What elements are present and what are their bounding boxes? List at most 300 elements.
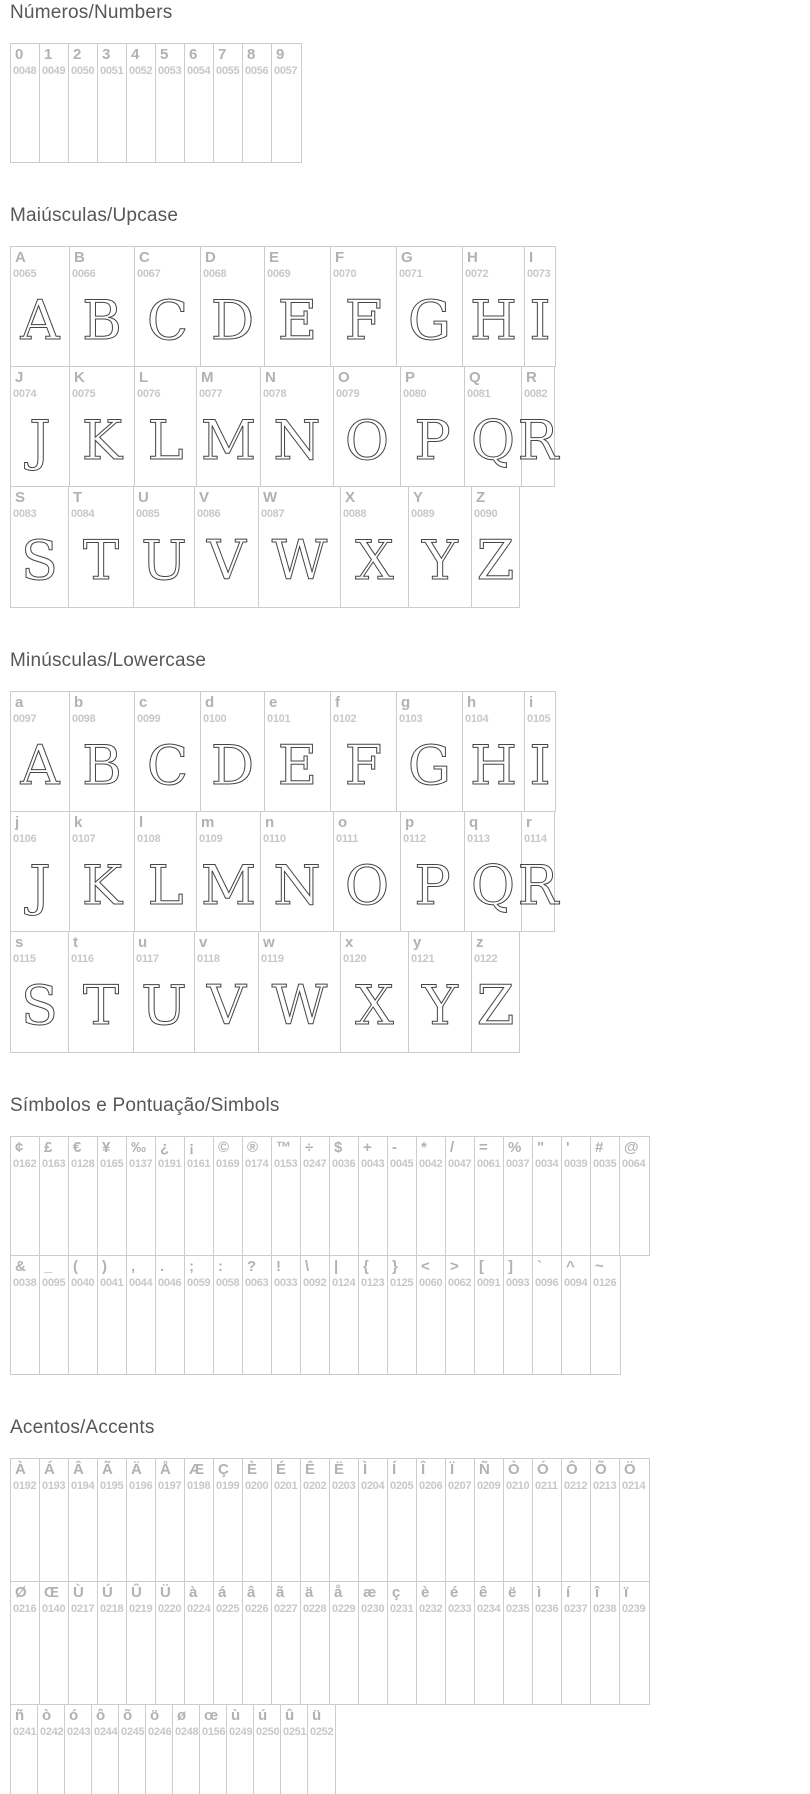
char-cell — [446, 1582, 475, 1704]
char-code: 0097 — [13, 713, 37, 725]
char-code: 0075 — [72, 388, 96, 400]
char-label: ™ — [276, 1139, 291, 1156]
char-label: k — [74, 814, 83, 831]
char-label: ç — [392, 1584, 401, 1601]
char-code: 0035 — [593, 1158, 617, 1170]
char-label: Ä — [131, 1461, 142, 1478]
char-code: 0199 — [216, 1480, 240, 1492]
char-code: 0067 — [137, 268, 161, 280]
char-code: 0070 — [333, 268, 357, 280]
char-code: 0079 — [336, 388, 360, 400]
char-code: 0122 — [474, 953, 498, 965]
char-cell — [135, 367, 197, 486]
section-title-symbols: Símbolos e Pontuação/Simbols — [10, 1095, 280, 1116]
char-label: < — [421, 1258, 430, 1275]
char-code: 0107 — [72, 833, 96, 845]
char-code: 0245 — [121, 1726, 145, 1738]
char-label: * — [421, 1139, 427, 1156]
char-cell — [214, 1459, 243, 1581]
char-cell — [98, 1256, 127, 1374]
char-code: 0037 — [506, 1158, 530, 1170]
char-cell — [334, 812, 401, 931]
char-cell — [591, 1582, 620, 1704]
char-label: | — [334, 1258, 339, 1275]
char-label: ø — [177, 1707, 187, 1724]
char-cell — [259, 487, 341, 607]
char-cell — [243, 1256, 272, 1374]
char-label: Ü — [160, 1584, 171, 1601]
char-cell — [11, 1705, 38, 1794]
char-cell — [38, 1705, 65, 1794]
char-code: 0053 — [158, 65, 182, 77]
char-code: 0119 — [261, 953, 284, 965]
char-label: F — [335, 249, 345, 266]
char-cell — [330, 1137, 359, 1255]
char-row — [10, 1704, 336, 1794]
char-cell — [620, 1459, 649, 1581]
char-label: © — [218, 1139, 230, 1156]
char-label: & — [15, 1258, 26, 1275]
decorative-glyph: X — [355, 529, 394, 592]
char-code: 0112 — [403, 833, 426, 845]
decorative-glyph: E — [277, 734, 318, 797]
char-cell — [475, 1459, 504, 1581]
char-cell — [261, 367, 334, 486]
char-cell — [200, 1705, 227, 1794]
char-label: y — [413, 934, 422, 951]
char-cell — [301, 1137, 330, 1255]
char-code: 0249 — [229, 1726, 253, 1738]
char-cell — [417, 1256, 446, 1374]
char-code: 0195 — [100, 1480, 124, 1492]
char-label: æ — [363, 1584, 377, 1601]
char-cell — [301, 1256, 330, 1374]
char-label: Æ — [189, 1461, 204, 1478]
char-code: 0206 — [419, 1480, 443, 1492]
char-cell — [195, 487, 259, 607]
char-cell — [533, 1582, 562, 1704]
char-cell — [11, 1256, 40, 1374]
char-label: Ù — [73, 1584, 84, 1601]
char-label: > — [450, 1258, 459, 1275]
char-cell — [397, 247, 463, 366]
char-label: ( — [73, 1258, 78, 1275]
char-cell — [135, 247, 201, 366]
char-cell — [201, 247, 265, 366]
char-cell — [331, 692, 397, 811]
char-label: 6 — [189, 46, 198, 63]
char-label: E — [269, 249, 280, 266]
char-cell — [156, 1137, 185, 1255]
char-label: z — [476, 934, 484, 951]
char-code: 0077 — [199, 388, 223, 400]
char-code: 0248 — [175, 1726, 199, 1738]
char-code: 0196 — [129, 1480, 153, 1492]
char-cell — [465, 367, 522, 486]
decorative-glyph: M — [200, 854, 257, 917]
char-label: B — [74, 249, 85, 266]
char-cell — [562, 1582, 591, 1704]
char-label: Ò — [508, 1461, 520, 1478]
char-label: î — [595, 1584, 600, 1601]
char-label: Ô — [566, 1461, 578, 1478]
char-cell — [446, 1459, 475, 1581]
char-cell — [562, 1256, 591, 1374]
char-label: R — [526, 369, 537, 386]
char-label: P — [405, 369, 416, 386]
char-cell — [65, 1705, 92, 1794]
decorative-glyph: S — [21, 974, 58, 1037]
char-cell — [409, 932, 472, 1052]
char-code: 0096 — [535, 1277, 559, 1289]
char-cell — [243, 1582, 272, 1704]
char-label: ú — [258, 1707, 268, 1724]
decorative-glyph: Y — [422, 974, 458, 1037]
char-cell — [504, 1137, 533, 1255]
char-code: 0105 — [527, 713, 551, 725]
char-code: 0050 — [71, 65, 95, 77]
char-cell — [591, 1459, 620, 1581]
char-label: ä — [305, 1584, 314, 1601]
char-label: . — [160, 1258, 165, 1275]
decorative-glyph: V — [207, 974, 246, 1037]
char-cell — [40, 1582, 69, 1704]
char-cell — [185, 1256, 214, 1374]
char-cell — [214, 1582, 243, 1704]
char-cell — [69, 487, 134, 607]
char-label: _ — [44, 1258, 53, 1275]
char-code: 0061 — [477, 1158, 501, 1170]
char-code: 0056 — [245, 65, 269, 77]
decorative-glyph: L — [147, 854, 184, 917]
char-cell — [214, 1137, 243, 1255]
char-label: f — [335, 694, 340, 711]
char-code: 0057 — [274, 65, 298, 77]
char-label: ) — [102, 1258, 107, 1275]
char-cell — [301, 1582, 330, 1704]
char-label: ' — [566, 1139, 570, 1156]
decorative-glyph: T — [82, 974, 120, 1037]
section-numbers — [0, 2, 810, 163]
decorative-glyph: H — [469, 289, 518, 352]
char-code: 0060 — [419, 1277, 443, 1289]
char-label: : — [218, 1258, 223, 1275]
char-code: 0153 — [274, 1158, 298, 1170]
char-code: 0100 — [203, 713, 227, 725]
char-label: D — [205, 249, 216, 266]
char-code: 0198 — [187, 1480, 211, 1492]
char-code: 0065 — [13, 268, 37, 280]
char-label: C — [139, 249, 150, 266]
char-label: d — [205, 694, 215, 711]
char-label: å — [334, 1584, 343, 1601]
decorative-glyph: K — [81, 409, 123, 472]
char-code: 0083 — [13, 508, 37, 520]
char-label: x — [345, 934, 354, 951]
char-cell — [417, 1582, 446, 1704]
char-code: 0117 — [136, 953, 159, 965]
decorative-glyph: G — [407, 289, 452, 352]
char-code: 0040 — [71, 1277, 95, 1289]
char-label: ñ — [15, 1707, 25, 1724]
char-label: a — [15, 694, 24, 711]
char-label: € — [73, 1139, 82, 1156]
char-label: s — [15, 934, 24, 951]
char-label: Û — [131, 1584, 142, 1601]
char-code: 0191 — [158, 1158, 182, 1170]
char-label: , — [131, 1258, 136, 1275]
char-label: [ — [479, 1258, 484, 1275]
char-code: 0081 — [467, 388, 491, 400]
char-label: e — [269, 694, 278, 711]
char-cell — [525, 692, 555, 811]
char-code: 0038 — [13, 1277, 37, 1289]
char-label: ë — [508, 1584, 517, 1601]
char-label: 0 — [15, 46, 24, 63]
char-code: 0165 — [100, 1158, 124, 1170]
char-code: 0123 — [361, 1277, 385, 1289]
decorative-glyph: Z — [476, 974, 515, 1037]
char-cell — [533, 1459, 562, 1581]
char-grid-uppercase — [10, 246, 810, 608]
char-code: 0225 — [216, 1603, 240, 1615]
char-grid-numbers — [10, 43, 810, 163]
char-label: Ì — [363, 1461, 368, 1478]
char-code: 0086 — [197, 508, 221, 520]
char-code: 0074 — [13, 388, 37, 400]
char-code: 0213 — [593, 1480, 617, 1492]
char-label: 7 — [218, 46, 227, 63]
char-cell — [11, 932, 69, 1052]
char-cell — [388, 1459, 417, 1581]
decorative-glyph: Q — [470, 409, 516, 472]
char-cell — [173, 1705, 200, 1794]
char-code: 0114 — [524, 833, 547, 845]
char-code: 0218 — [100, 1603, 124, 1615]
char-cell — [463, 247, 525, 366]
char-code: 0091 — [477, 1277, 501, 1289]
char-label: ¿ — [160, 1139, 170, 1156]
char-cell — [69, 1459, 98, 1581]
char-code: 0236 — [535, 1603, 559, 1615]
char-cell — [197, 367, 261, 486]
char-label: # — [595, 1139, 604, 1156]
char-label: @ — [624, 1139, 639, 1156]
char-code: 0231 — [390, 1603, 414, 1615]
char-cell — [11, 812, 70, 931]
char-code: 0205 — [390, 1480, 414, 1492]
char-cell — [472, 932, 519, 1052]
char-cell — [591, 1256, 620, 1374]
char-code: 0085 — [136, 508, 160, 520]
char-label: ¥ — [102, 1139, 111, 1156]
char-code: 0242 — [40, 1726, 64, 1738]
char-code: 0126 — [593, 1277, 617, 1289]
section-title-lowercase: Minúsculas/Lowercase — [10, 650, 207, 671]
char-label: ö — [150, 1707, 160, 1724]
char-cell — [127, 44, 156, 162]
char-code: 0202 — [303, 1480, 327, 1492]
char-grid-accents — [10, 1458, 810, 1794]
char-code: 0082 — [524, 388, 548, 400]
char-cell — [11, 487, 69, 607]
char-code: 0104 — [465, 713, 489, 725]
char-code: 0120 — [343, 953, 367, 965]
char-code: 0115 — [13, 953, 36, 965]
char-label: 3 — [102, 46, 111, 63]
char-cell — [417, 1459, 446, 1581]
char-code: 0239 — [622, 1603, 646, 1615]
char-code: 0069 — [267, 268, 291, 280]
char-cell — [525, 247, 555, 366]
char-code: 0090 — [474, 508, 498, 520]
char-label: ~ — [595, 1258, 604, 1275]
char-code: 0251 — [283, 1726, 307, 1738]
char-code: 0043 — [361, 1158, 385, 1170]
decorative-glyph: K — [81, 854, 123, 917]
char-cell — [40, 1137, 69, 1255]
char-code: 0054 — [187, 65, 211, 77]
char-label: g — [401, 694, 411, 711]
char-label: W — [263, 489, 278, 506]
decorative-glyph: J — [29, 854, 51, 917]
char-cell — [265, 692, 331, 811]
char-code: 0207 — [448, 1480, 472, 1492]
char-cell — [308, 1705, 335, 1794]
char-code: 0161 — [187, 1158, 211, 1170]
char-code: 0156 — [202, 1726, 226, 1738]
decorative-glyph: X — [355, 974, 394, 1037]
char-label: Ë — [334, 1461, 345, 1478]
char-code: 0224 — [187, 1603, 211, 1615]
char-code: 0232 — [419, 1603, 443, 1615]
char-cell — [281, 1705, 308, 1794]
char-code: 0125 — [390, 1277, 414, 1289]
char-label: + — [363, 1139, 372, 1156]
char-cell — [331, 247, 397, 366]
char-cell — [330, 1256, 359, 1374]
decorative-glyph: Q — [470, 854, 516, 917]
char-cell — [98, 1582, 127, 1704]
decorative-glyph: F — [344, 289, 383, 352]
char-cell — [504, 1256, 533, 1374]
char-cell — [409, 487, 472, 607]
char-cell — [98, 1459, 127, 1581]
char-code: 0041 — [100, 1277, 124, 1289]
char-code: 0137 — [129, 1158, 153, 1170]
char-code: 0066 — [72, 268, 96, 280]
char-label: j — [15, 814, 20, 831]
char-label: p — [405, 814, 415, 831]
decorative-glyph: L — [147, 409, 184, 472]
char-code: 0113 — [467, 833, 490, 845]
char-cell — [185, 44, 214, 162]
char-code: 0235 — [506, 1603, 530, 1615]
char-code: 0106 — [13, 833, 37, 845]
char-cell — [272, 1256, 301, 1374]
char-row — [10, 691, 556, 812]
char-label: Q — [469, 369, 481, 386]
char-code: 0095 — [42, 1277, 66, 1289]
char-label: O — [338, 369, 350, 386]
char-code: 0140 — [42, 1603, 66, 1615]
char-label: £ — [44, 1139, 53, 1156]
char-label: ¢ — [15, 1139, 24, 1156]
char-code: 0111 — [336, 833, 359, 845]
char-label: Ö — [624, 1461, 636, 1478]
char-label: h — [467, 694, 477, 711]
char-code: 0098 — [72, 713, 96, 725]
char-row — [10, 486, 520, 608]
char-label: ã — [276, 1584, 285, 1601]
char-cell — [156, 1459, 185, 1581]
char-code: 0200 — [245, 1480, 269, 1492]
char-code: 0080 — [403, 388, 427, 400]
char-code: 0250 — [256, 1726, 280, 1738]
char-cell — [146, 1705, 173, 1794]
char-label: Ø — [15, 1584, 27, 1601]
char-cell — [533, 1137, 562, 1255]
char-label: U — [138, 489, 149, 506]
char-label: Â — [73, 1461, 84, 1478]
char-label: É — [276, 1461, 287, 1478]
char-row — [10, 1458, 650, 1582]
char-cell — [156, 1256, 185, 1374]
char-code: 0219 — [129, 1603, 153, 1615]
char-label: ÷ — [305, 1139, 314, 1156]
char-cell — [446, 1256, 475, 1374]
char-code: 0169 — [216, 1158, 240, 1170]
char-code: 0071 — [399, 268, 423, 280]
char-code: 0194 — [71, 1480, 95, 1492]
section-title-numbers: Números/Numbers — [10, 2, 173, 23]
char-label: õ — [123, 1707, 133, 1724]
char-code: 0102 — [333, 713, 357, 725]
char-code: 0109 — [199, 833, 223, 845]
decorative-glyph: P — [414, 854, 451, 917]
decorative-glyph: B — [82, 289, 122, 352]
char-cell — [40, 1256, 69, 1374]
decorative-glyph: G — [407, 734, 452, 797]
char-code: 0108 — [137, 833, 161, 845]
char-label: Œ — [44, 1584, 59, 1601]
char-label: 8 — [247, 46, 256, 63]
decorative-glyph: V — [207, 529, 246, 592]
char-label: ` — [537, 1258, 542, 1275]
char-cell — [98, 1137, 127, 1255]
char-cell — [533, 1256, 562, 1374]
char-label: Ã — [102, 1461, 113, 1478]
decorative-glyph: A — [20, 289, 60, 352]
char-label: è — [421, 1584, 430, 1601]
decorative-glyph: T — [82, 529, 120, 592]
char-label: V — [199, 489, 210, 506]
char-cell — [201, 692, 265, 811]
char-cell — [475, 1582, 504, 1704]
char-code: 0124 — [332, 1277, 356, 1289]
char-cell — [465, 812, 522, 931]
char-cell — [243, 1459, 272, 1581]
char-cell — [330, 1459, 359, 1581]
char-code: 0226 — [245, 1603, 269, 1615]
char-cell — [127, 1256, 156, 1374]
char-code: 0036 — [332, 1158, 356, 1170]
decorative-glyph: A — [20, 734, 60, 797]
char-label: 4 — [131, 46, 140, 63]
char-code: 0193 — [42, 1480, 66, 1492]
char-label: = — [479, 1139, 488, 1156]
char-code: 0110 — [263, 833, 286, 845]
